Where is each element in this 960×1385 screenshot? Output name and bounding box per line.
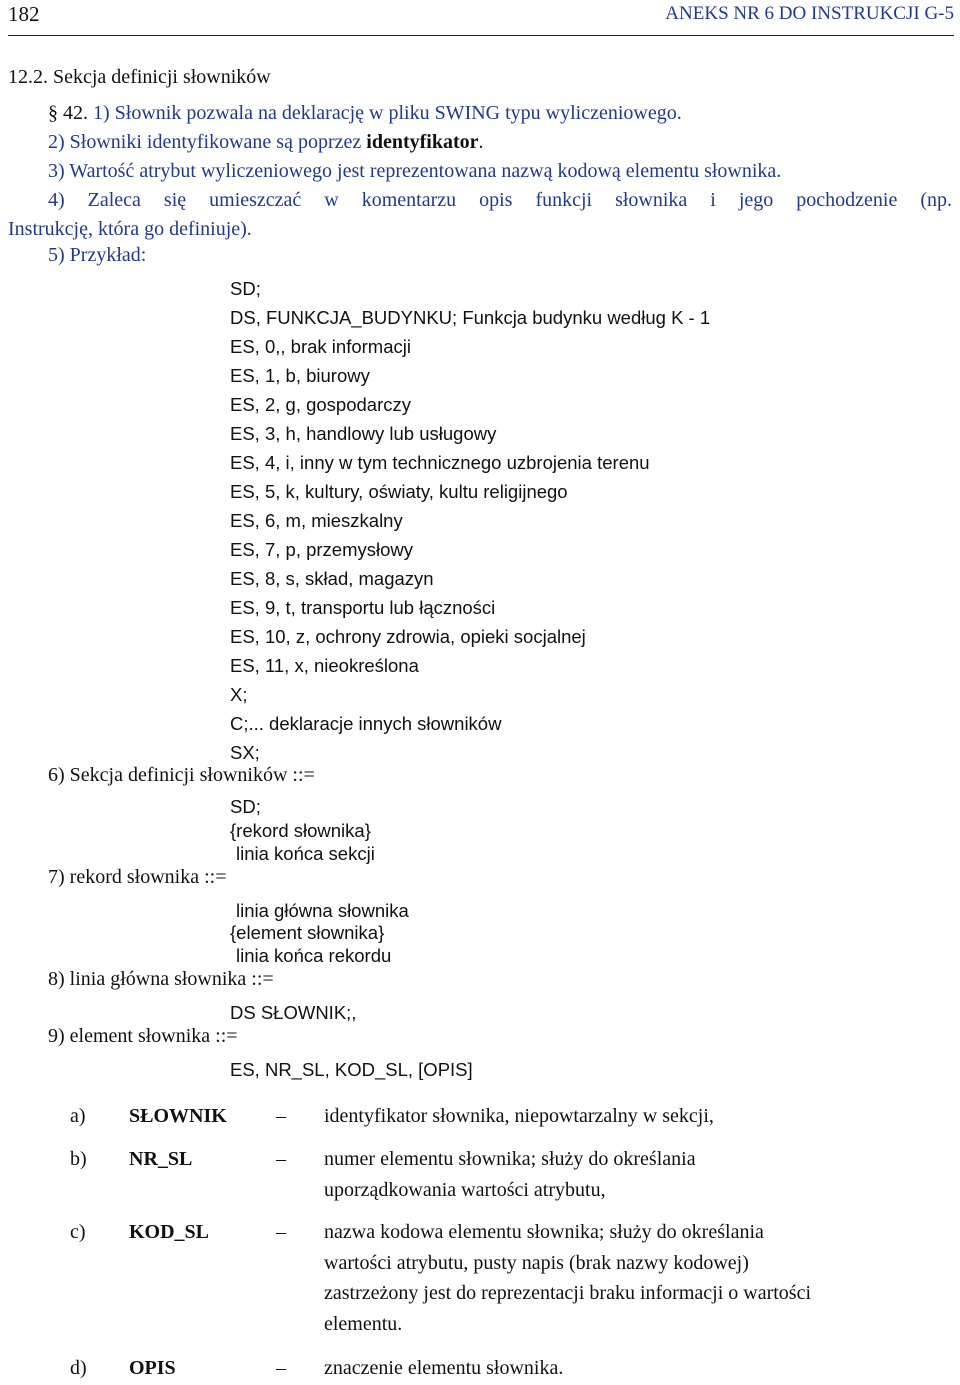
definition-letter: b) xyxy=(70,1148,87,1170)
rule-9-es: ES, NR_SL, KOD_SL, [OPIS] xyxy=(230,1059,473,1080)
para42-item2-end: . xyxy=(478,131,484,153)
definition-text: nazwa kodowa elementu słownika; służy do określania xyxy=(324,1221,764,1243)
definition-dash: – xyxy=(276,1148,286,1170)
example-line: ES, 5, k, kultury, oświaty, kultu religijnego xyxy=(230,481,568,502)
para42-item2-text: 2) Słowniki identyfikowane są poprzez xyxy=(48,131,367,153)
definition-letter: a) xyxy=(70,1105,86,1127)
example-line: SD; xyxy=(230,278,261,299)
example-line: ES, 0,, brak informacji xyxy=(230,336,411,357)
definition-text: uporządkowania wartości atrybutu, xyxy=(324,1178,606,1201)
example-line: ES, 7, p, przemysłowy xyxy=(230,539,414,560)
example-line: ES, 9, t, transportu lub łączności xyxy=(230,597,496,618)
definition-text: znaczenie elementu słownika. xyxy=(324,1357,564,1379)
rule-7: 7) rekord słownika ::= xyxy=(48,866,227,888)
definition-text: wartości atrybutu, pusty napis (brak nazwy kodowej) xyxy=(324,1251,749,1274)
definition-text: numer elementu słownika; służy do określania xyxy=(324,1148,696,1170)
para42-item1-text: 1) Słownik pozwala na deklarację w pliku SWING typu wyliczeniowego. xyxy=(93,102,682,124)
definition-dash: – xyxy=(276,1357,286,1379)
rule-6-sd: SD; xyxy=(230,796,261,817)
example-line: ES, 11, x, nieokreślona xyxy=(230,655,419,676)
rule-7-end: linia końca rekordu xyxy=(236,945,392,966)
definition-text: elementu. xyxy=(324,1312,403,1335)
para42-item3: 3) Wartość atrybut wyliczeniowego jest reprezentowana nazwą kodową elementu słownika. xyxy=(48,160,782,182)
definition-text: identyfikator słownika, niepowtarzalny w sekcji, xyxy=(324,1105,714,1127)
example-line: SX; xyxy=(230,742,260,763)
para42-item4 xyxy=(8,186,952,244)
rule-6-record: {rekord słownika} xyxy=(230,820,371,841)
rule-7-element: {element słownika} xyxy=(230,922,385,943)
para42-item4-line2: Instrukcję, która go definiuje). xyxy=(8,218,252,240)
definition-letter: c) xyxy=(70,1221,86,1243)
rule-6: 6) Sekcja definicji słowników ::= xyxy=(48,764,315,786)
para42-item1 xyxy=(48,102,682,125)
example-line: ES, 6, m, mieszkalny xyxy=(230,510,403,531)
example-line: ES, 10, z, ochrony zdrowia, opieki socjalnej xyxy=(230,626,586,647)
page-number: 182 xyxy=(8,2,40,26)
running-title: ANEKS NR 6 DO INSTRUKCJI G-5 xyxy=(665,3,954,24)
definition-dash: – xyxy=(276,1221,286,1243)
example-line: C;... deklaracje innych słowników xyxy=(230,713,502,734)
para42-marker: § 42. xyxy=(48,102,88,124)
rule-9: 9) element słownika ::= xyxy=(48,1025,238,1047)
definition-key: SŁOWNIK xyxy=(129,1105,227,1127)
rule-6-end: linia końca sekcji xyxy=(236,843,375,864)
definition-letter: d) xyxy=(70,1357,87,1379)
header-rule xyxy=(8,35,954,36)
section-title: 12.2. Sekcja definicji słowników xyxy=(8,66,271,88)
example-line: ES, 1, b, biurowy xyxy=(230,365,370,386)
definition-key: OPIS xyxy=(129,1357,176,1379)
para42-item2 xyxy=(48,131,483,154)
example-line: ES, 3, h, handlowy lub usługowy xyxy=(230,423,497,444)
rule-8-ds: DS SŁOWNIK;, xyxy=(230,1002,357,1023)
definition-text: zastrzeżony jest do reprezentacji braku informacji o wartości xyxy=(324,1282,812,1304)
rule-8: 8) linia główna słownika ::= xyxy=(48,968,274,990)
example-line: X; xyxy=(230,684,248,705)
definition-dash: – xyxy=(276,1105,286,1127)
rule-7-main: linia główna słownika xyxy=(236,900,409,921)
example-line: ES, 4, i, inny w tym technicznego uzbrojenia terenu xyxy=(230,452,650,473)
page-header xyxy=(0,0,960,40)
example-line: ES, 8, s, skład, magazyn xyxy=(230,568,434,589)
para42-item2-bold: identyfikator xyxy=(366,131,479,153)
definition-key: NR_SL xyxy=(129,1148,193,1170)
definition-key: KOD_SL xyxy=(129,1221,210,1243)
example-line: ES, 2, g, gospodarczy xyxy=(230,394,411,415)
para42-item4-line1: 4) Zaleca się umieszczać w komentarzu opis funkcji słownika i jego pochodzenie (np. xyxy=(48,189,952,211)
example-line: DS, FUNKCJA_BUDYNKU; Funkcja budynku według K - 1 xyxy=(230,307,711,328)
para42-item5: 5) Przykład: xyxy=(48,244,147,266)
